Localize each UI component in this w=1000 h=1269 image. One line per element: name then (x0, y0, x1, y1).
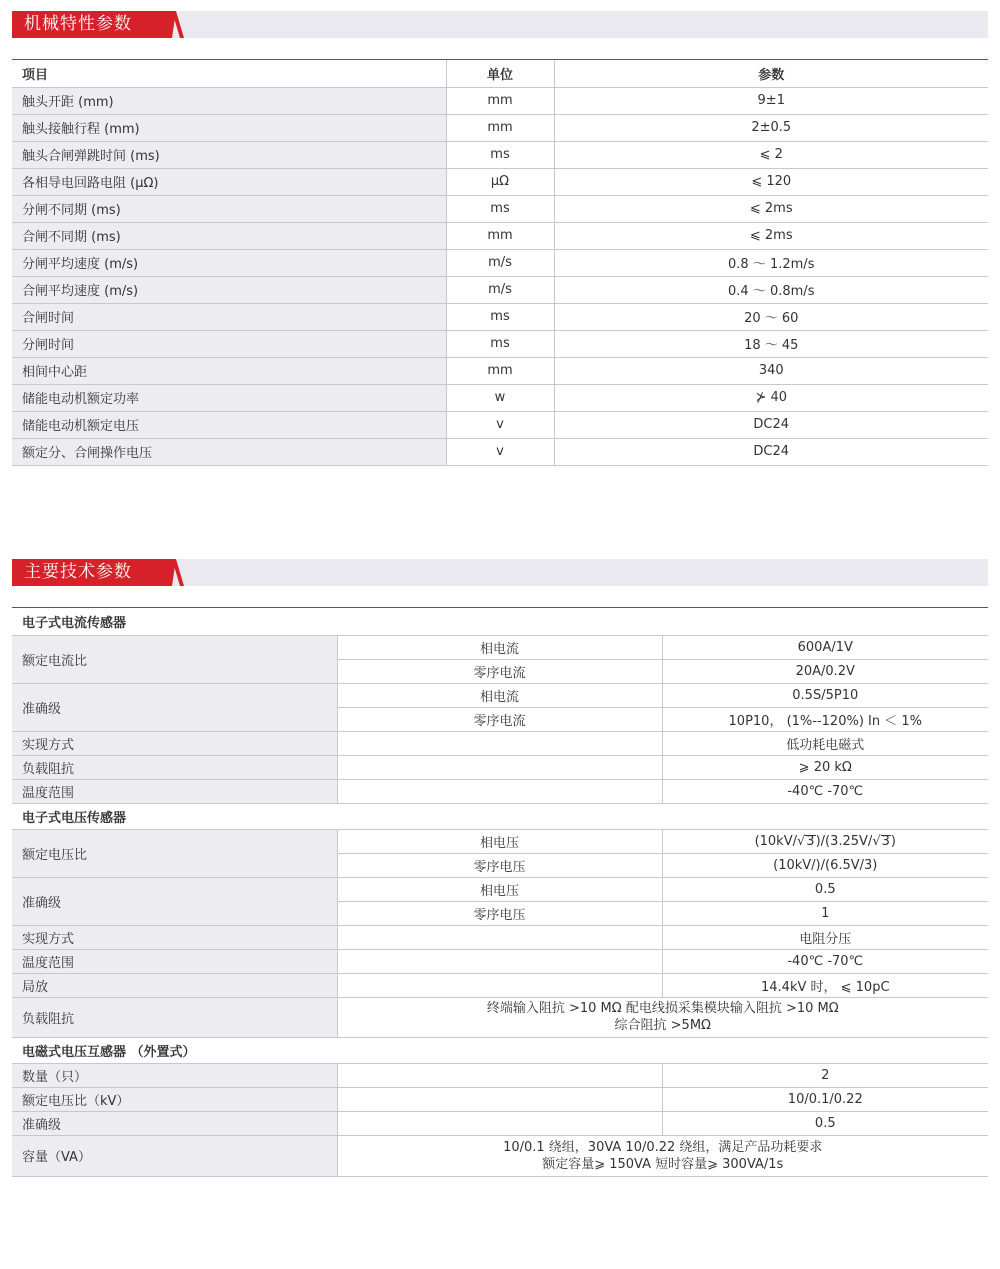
table-row (12, 635, 988, 659)
table-row (12, 168, 988, 195)
row-param: 2±0.5 (554, 114, 988, 141)
value-cell: 电阻分压 (662, 925, 988, 949)
row-param: 340 (554, 357, 988, 384)
group-row-current-sensor (12, 608, 988, 635)
row-label: 容量（VA） (12, 1135, 337, 1176)
value-cell: 0.5S/5P10 (662, 683, 988, 707)
ratio-text-a: (10kV/ (754, 833, 797, 849)
table-row (12, 1111, 988, 1135)
group-title: 电磁式电压互感器 （外置式） (12, 1037, 988, 1063)
sub-label: 相电流 (337, 635, 662, 659)
row-label: 准确级 (12, 877, 337, 925)
technical-params-table (12, 608, 988, 1177)
row-label: 实现方式 (12, 731, 337, 755)
row-label: 负载阻抗 (12, 755, 337, 779)
header-param: 参数 (554, 60, 988, 87)
value-cell: (10kV/)/(6.5V/3) (662, 853, 988, 877)
value-line: 额定容量⩾ 150VA 短时容量⩾ 300VA/1s (542, 1156, 784, 1172)
row-item-label: 触头合闸弹跳时间 (ms) (12, 141, 446, 168)
row-param: 18 ～ 45 (554, 330, 988, 357)
row-item-label: 合闸不同期 (ms) (12, 222, 446, 249)
table-row (12, 683, 988, 707)
ratio-text-c: ) (890, 833, 896, 849)
value-cell: ⩾ 20 kΩ (662, 755, 988, 779)
sub-label: 零序电流 (337, 707, 662, 731)
row-item-label: 触头接触行程 (mm) (12, 114, 446, 141)
value-cell-merged (337, 1135, 988, 1176)
sub-label: 零序电流 (337, 659, 662, 683)
row-unit: m/s (446, 249, 554, 276)
group-title: 电子式电压传感器 (12, 803, 988, 829)
row-unit: v (446, 438, 554, 465)
row-param: 0.8 ～ 1.2m/s (554, 249, 988, 276)
table-row (12, 411, 988, 438)
sqrt-number: 3 (881, 833, 890, 849)
row-item-label: 分闸时间 (12, 330, 446, 357)
row-label: 实现方式 (12, 925, 337, 949)
section1-header (12, 11, 988, 38)
sub-label: 相电压 (337, 829, 662, 853)
row-item-label: 合闸时间 (12, 303, 446, 330)
section2-header (12, 559, 988, 586)
empty-cell (337, 925, 662, 949)
value-cell: 14.4kV 时， ⩽ 10pC (662, 973, 988, 997)
value-cell-merged (337, 997, 988, 1037)
row-param: ⊁ 40 (554, 384, 988, 411)
empty-cell (337, 779, 662, 803)
header-item: 项目 (12, 60, 446, 87)
table-row (12, 997, 988, 1037)
value-cell: 10P10， (1%--120%) In ＜ 1% (662, 707, 988, 731)
row-item-label: 储能电动机额定功率 (12, 384, 446, 411)
row-item-label: 触头开距 (mm) (12, 87, 446, 114)
row-unit: mm (446, 114, 554, 141)
row-label: 数量（只） (12, 1063, 337, 1087)
row-label: 额定电流比 (12, 635, 337, 683)
row-unit: ms (446, 141, 554, 168)
row-label: 额定电压比 (12, 829, 337, 877)
empty-cell (337, 973, 662, 997)
row-param: DC24 (554, 438, 988, 465)
row-item-label: 分闸不同期 (ms) (12, 195, 446, 222)
header-unit: 单位 (446, 60, 554, 87)
row-unit: m/s (446, 276, 554, 303)
value-cell: 0.5 (662, 1111, 988, 1135)
value-line: 终端输入阻抗 >10 MΩ 配电线损采集模块输入阻抗 >10 MΩ (486, 1001, 839, 1016)
table-row (12, 1087, 988, 1111)
sqrt-icon: √ (872, 833, 881, 849)
value-cell: 0.5 (662, 877, 988, 901)
section1-title: 机械特性参数 (24, 14, 132, 34)
row-param: 0.4 ～ 0.8m/s (554, 276, 988, 303)
row-label: 温度范围 (12, 949, 337, 973)
value-cell: 20A/0.2V (662, 659, 988, 683)
table-row (12, 438, 988, 465)
row-unit: mm (446, 357, 554, 384)
row-label: 温度范围 (12, 779, 337, 803)
sub-label: 零序电压 (337, 853, 662, 877)
section2-title: 主要技术参数 (24, 562, 132, 582)
table-row (12, 195, 988, 222)
sqrt-number: 3 (806, 833, 815, 849)
row-label: 准确级 (12, 1111, 337, 1135)
table-row (12, 384, 988, 411)
row-item-label: 合闸平均速度 (m/s) (12, 276, 446, 303)
row-param: ⩽ 120 (554, 168, 988, 195)
table-row (12, 249, 988, 276)
row-unit: μΩ (446, 168, 554, 195)
row-param: DC24 (554, 411, 988, 438)
row-unit: ms (446, 330, 554, 357)
table-header-row (12, 60, 988, 87)
row-item-label: 储能电动机额定电压 (12, 411, 446, 438)
sub-label: 相电流 (337, 683, 662, 707)
row-param: 9±1 (554, 87, 988, 114)
value-cell: 低功耗电磁式 (662, 731, 988, 755)
table-row (12, 877, 988, 901)
row-item-label: 额定分、合闸操作电压 (12, 438, 446, 465)
table-row (12, 87, 988, 114)
table-row (12, 949, 988, 973)
value-cell: 10/0.1/0.22 (662, 1087, 988, 1111)
empty-cell (337, 1063, 662, 1087)
empty-cell (337, 1111, 662, 1135)
table-row (12, 755, 988, 779)
table-row (12, 303, 988, 330)
table-row (12, 114, 988, 141)
row-unit: w (446, 384, 554, 411)
group-title: 电子式电流传感器 (12, 608, 988, 635)
row-param: ⩽ 2 (554, 141, 988, 168)
table-row (12, 276, 988, 303)
row-label: 负载阻抗 (12, 997, 337, 1037)
row-unit: v (446, 411, 554, 438)
group-row-voltage-transformer (12, 1037, 988, 1063)
value-cell (662, 829, 988, 853)
row-unit: ms (446, 195, 554, 222)
row-param: ⩽ 2ms (554, 222, 988, 249)
table-row (12, 779, 988, 803)
tag-slash-icon (172, 559, 184, 586)
table-row (12, 357, 988, 384)
table-row (12, 925, 988, 949)
empty-cell (337, 731, 662, 755)
table-row (12, 731, 988, 755)
row-label: 局放 (12, 973, 337, 997)
sqrt-icon: √ (796, 833, 806, 849)
sub-label: 相电压 (337, 877, 662, 901)
empty-cell (337, 755, 662, 779)
table-row (12, 141, 988, 168)
row-unit: mm (446, 87, 554, 114)
table-row (12, 973, 988, 997)
ratio-text-b: )/(3.25V/ (815, 833, 873, 849)
table-row (12, 1135, 988, 1176)
row-label: 准确级 (12, 683, 337, 731)
value-cell: 2 (662, 1063, 988, 1087)
row-unit: mm (446, 222, 554, 249)
table-row (12, 330, 988, 357)
tag-slash-icon (172, 11, 184, 38)
empty-cell (337, 1087, 662, 1111)
value-line: 综合阻抗 >5MΩ (614, 1018, 711, 1033)
group-row-voltage-sensor (12, 803, 988, 829)
row-param: 20 ～ 60 (554, 303, 988, 330)
table-row (12, 1063, 988, 1087)
value-cell: 600A/1V (662, 635, 988, 659)
row-label: 额定电压比（kV） (12, 1087, 337, 1111)
row-item-label: 各相导电回路电阻 (μΩ) (12, 168, 446, 195)
table-row (12, 222, 988, 249)
row-item-label: 分闸平均速度 (m/s) (12, 249, 446, 276)
row-item-label: 相间中心距 (12, 357, 446, 384)
row-param: ⩽ 2ms (554, 195, 988, 222)
row-unit: ms (446, 303, 554, 330)
sub-label: 零序电压 (337, 901, 662, 925)
empty-cell (337, 949, 662, 973)
table-row (12, 829, 988, 853)
value-cell: -40℃ -70℃ (662, 949, 988, 973)
value-line: 10/0.1 绕组，30VA 10/0.22 绕组，满足产品功耗要求 (503, 1139, 823, 1155)
mechanical-params-table (12, 60, 988, 466)
value-cell: -40℃ -70℃ (662, 779, 988, 803)
value-cell: 1 (662, 901, 988, 925)
